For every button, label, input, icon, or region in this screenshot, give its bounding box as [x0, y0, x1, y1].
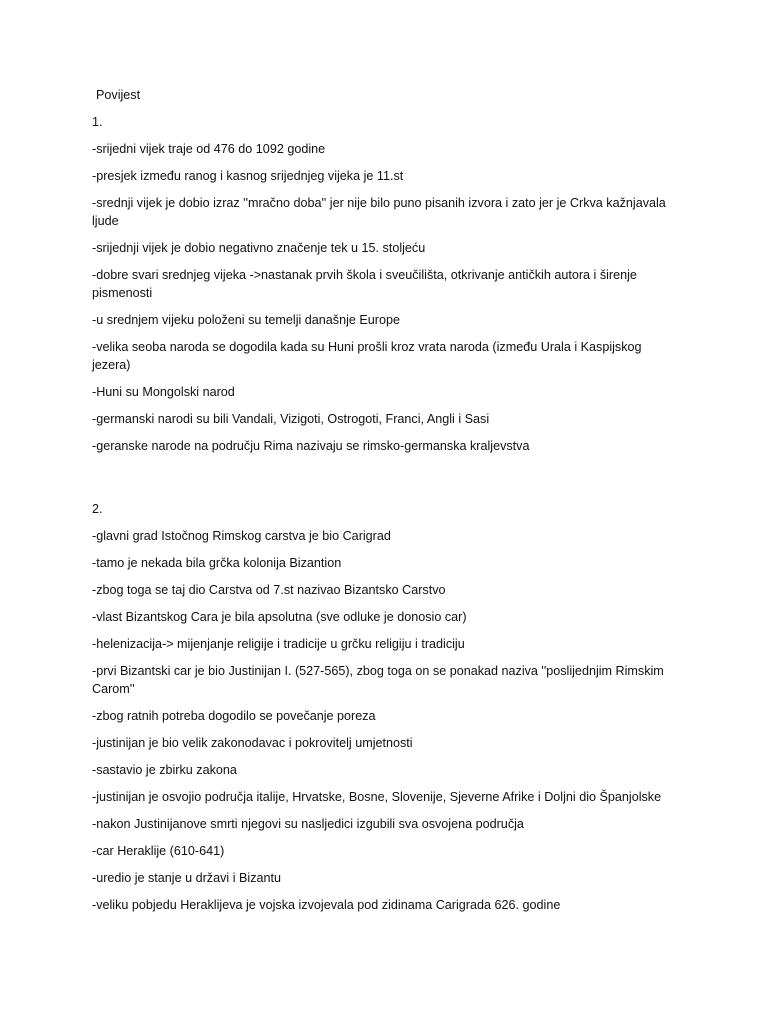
section-1-item: -srijednji vijek je dobio negativno značenje tek u 15. stoljeću — [92, 241, 426, 255]
document-title: Povijest — [96, 88, 141, 102]
section-2-item: -justinijan je bio velik zakonodavac i pokrovitelj umjetnosti — [92, 736, 413, 750]
section-2-item: -zbog toga se taj dio Carstva od 7.st nazivao Bizantsko Carstvo — [92, 583, 446, 597]
section-2-item: -zbog ratnih potreba dogodilo se povečanje poreza — [92, 709, 376, 723]
section-2-item: -glavni grad Istočnog Rimskog carstva je bio Carigrad — [92, 529, 391, 543]
section-2-number: 2. — [92, 502, 103, 516]
section-2 — [92, 500, 682, 914]
section-1-item: -srijedni vijek traje od 476 do 1092 godine — [92, 142, 326, 156]
section-1-item: -velika seoba naroda se dogodila kada su Huni prošli kroz vrata naroda (između Urala i Kaspijskog jezera) — [92, 340, 642, 372]
section-spacer — [92, 464, 682, 500]
section-2-item: -helenizacija-> mijenjanje religije i tradicije u grčku religiju i tradiciju — [92, 637, 465, 651]
section-2-item: -nakon Justinijanove smrti njegovi su nasljedici izgubili sva osvojena područja — [92, 817, 524, 831]
section-2-item: -tamo je nekada bila grčka kolonija Bizantion — [92, 556, 342, 570]
section-1-item: -geranske narode na području Rima nazivaju se rimsko-germanska kraljevstva — [92, 439, 530, 453]
section-2-item: -prvi Bizantski car je bio Justinijan I. (527-565), zbog toga on se ponakad naziva ''poslijednjim Rimskim Carom'' — [92, 664, 664, 696]
section-1-item: -Huni su Mongolski narod — [92, 385, 235, 399]
section-2-item: -veliku pobjedu Heraklijeva je vojska izvojevala pod zidinama Carigrada 626. godine — [92, 898, 561, 912]
section-2-item: -vlast Bizantskog Cara je bila apsolutna (sve odluke je donosio car) — [92, 610, 467, 624]
section-2-item: -sastavio je zbirku zakona — [92, 763, 237, 777]
section-1 — [92, 113, 682, 455]
section-1-number: 1. — [92, 115, 103, 129]
section-1-item: -u srednjem vijeku položeni su temelji današnje Europe — [92, 313, 401, 327]
section-2-item: -uredio je stanje u državi i Bizantu — [92, 871, 282, 885]
section-1-item: -germanski narodi su bili Vandali, Vizigoti, Ostrogoti, Franci, Angli i Sasi — [92, 412, 490, 426]
section-1-item: -presjek između ranog i kasnog srijednjeg vijeka je 11.st — [92, 169, 404, 183]
section-2-item: -car Heraklije (610-641) — [92, 844, 225, 858]
section-1-item: -srednji vijek je dobio izraz ''mračno doba'' jer nije bilo puno pisanih izvora i zato jer je Crkva kažnjavala ljude — [92, 196, 666, 228]
document-body — [92, 86, 682, 923]
section-1-item: -dobre svari srednjeg vijeka ->nastanak prvih škola i sveučilišta, otkrivanje antičkih autora i širenje pismenosti — [92, 268, 637, 300]
section-2-item: -justinijan je osvojio područja italije, Hrvatske, Bosne, Slovenije, Sjeverne Afrike i Doljni dio Španjolske — [92, 790, 662, 804]
